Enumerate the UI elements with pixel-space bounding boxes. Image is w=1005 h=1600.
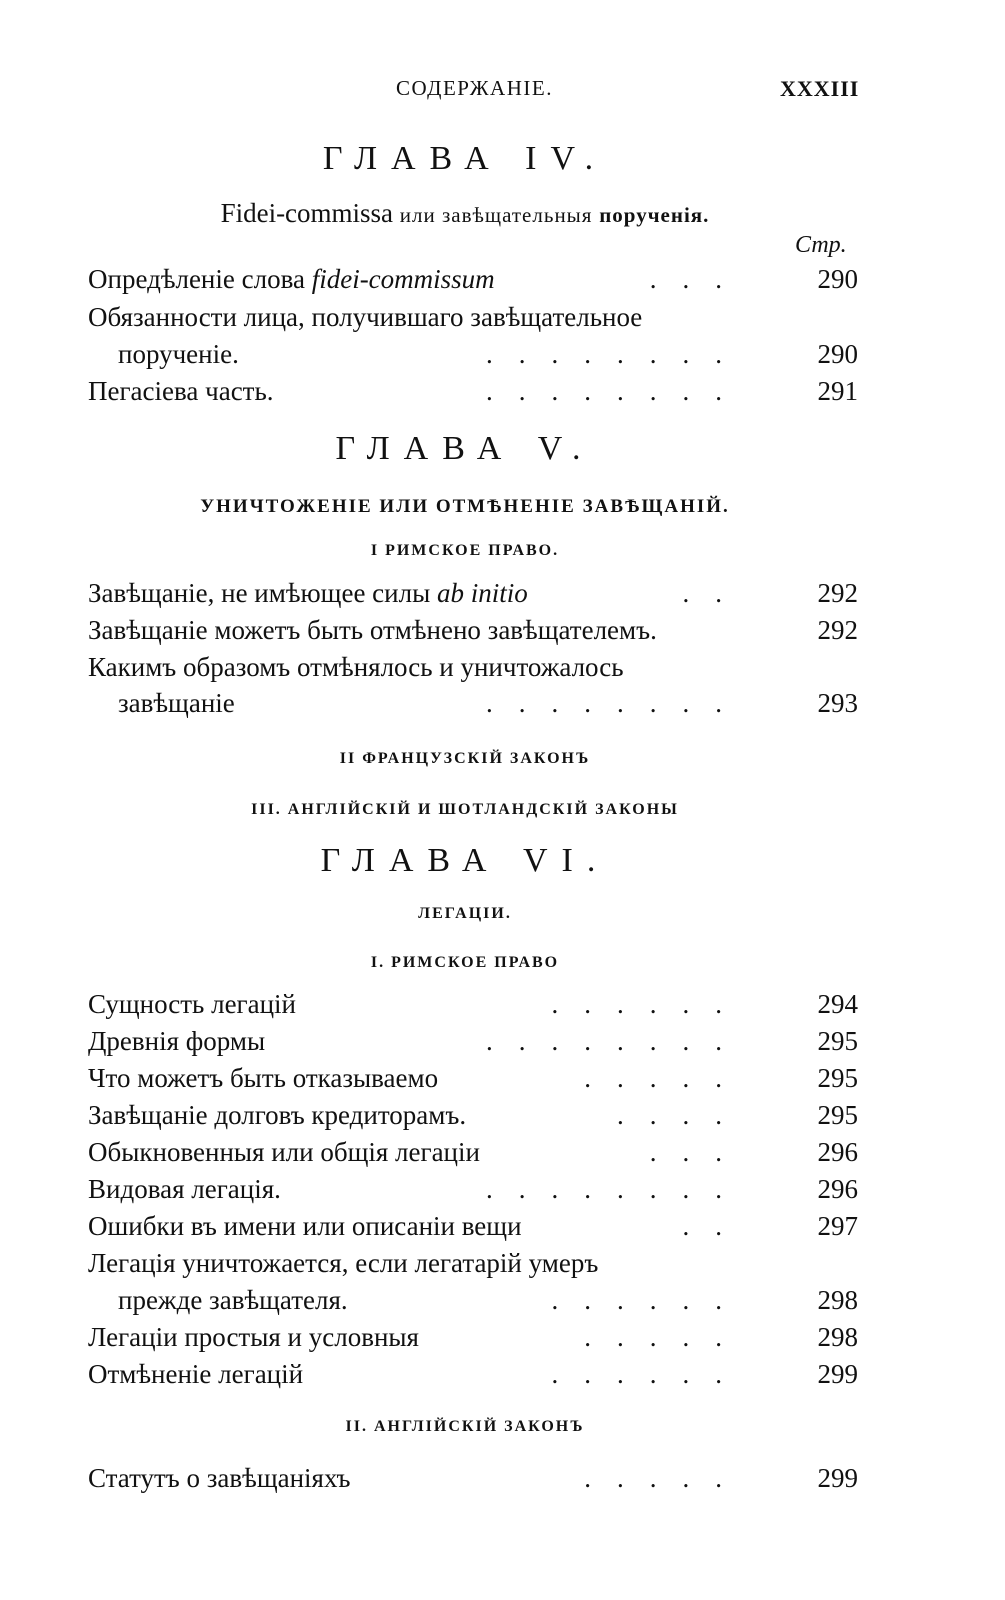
toc-entry [88, 1322, 858, 1356]
toc-entry-title: Статутъ о завѣщаніяхъ [88, 1463, 351, 1493]
toc-entry-page: 294 [817, 989, 858, 1019]
toc-entry [88, 578, 858, 612]
leader-dots: ..... [584, 1463, 748, 1493]
leader-dots: ........ [486, 376, 748, 406]
toc-entry-title-italic: ab initio [436, 578, 528, 608]
toc-entry-title: Опредѣленіе слова fidei-commissum [88, 264, 495, 294]
leader-dots: ..... [584, 1322, 748, 1352]
toc-entry-page: 293 [817, 688, 858, 718]
toc-entry [88, 989, 858, 1023]
chapter-5-subtitle: УНИЧТОЖЕНІЕ ИЛИ ОТМѢНЕНІЕ ЗАВѢЩАНІЙ. [200, 496, 730, 517]
toc-entry-title: Древнія формы [88, 1026, 266, 1056]
chapter-4-heading: ГЛАВА IV. [322, 140, 608, 177]
toc-entry-page: 292 [817, 578, 858, 608]
toc-entry [88, 615, 858, 649]
toc-entry-page: 295 [817, 1026, 858, 1056]
toc-entry-page: 296 [817, 1137, 858, 1167]
page-number: XXXIII [780, 76, 860, 101]
chapter-6-heading: ГЛАВА VI. [320, 842, 610, 879]
leader-dots: ........ [486, 339, 748, 369]
toc-entry-title-line1: Обязанности лица, получившаго завѣщательное [88, 302, 643, 332]
toc-entry-page: 299 [817, 1463, 858, 1493]
toc-entry-page: 290 [817, 264, 858, 294]
section-heading: II ФРАНЦУЗСКІЙ ЗАКОНЪ [339, 750, 591, 767]
chapter-5-heading: ГЛАВА V. [335, 430, 595, 467]
toc-entry-page: 295 [817, 1100, 858, 1130]
toc-entry-title-line2: прежде завѣщателя. [118, 1285, 348, 1315]
leader-dots: .. [682, 578, 748, 608]
section-heading: I. РИМСКОЕ ПРАВО [370, 954, 560, 971]
toc-entry [88, 1026, 858, 1060]
toc-entry [88, 1211, 858, 1245]
leader-dots: ...... [551, 1359, 748, 1389]
toc-entry-title-line2: порученіе. [118, 339, 239, 369]
leader-dots: ... [649, 1137, 748, 1167]
toc-entry [88, 1463, 858, 1497]
chapter-4-subtitle-bold: порученія. [599, 203, 710, 227]
toc-entry [88, 264, 858, 298]
toc-entry-title: Обыкновенныя или общія легаціи [88, 1137, 480, 1167]
toc-entry-page: 298 [817, 1285, 858, 1315]
toc-entry-title-italic: fidei-commissum [311, 264, 495, 294]
page-column-label: Стр. [795, 232, 847, 258]
toc-entry-title: Отмѣненіе легацій [88, 1359, 304, 1389]
toc-entry [88, 376, 858, 410]
leader-dots: ... [649, 264, 748, 294]
toc-entry-page: 297 [817, 1211, 858, 1241]
toc-entry-title-line2: завѣщаніе [118, 688, 235, 718]
toc-entry [88, 1359, 858, 1393]
section-heading: III. АНГЛІЙСКІЙ И ШОТЛАНДСКІЙ ЗАКОНЫ [251, 801, 679, 818]
toc-entry-title: Завѣщаніе, не имѣющее силы ab initio [88, 578, 528, 608]
section-heading: I РИМСКОЕ ПРАВО. [370, 542, 560, 559]
toc-entry-title: Легаціи простыя и условныя [88, 1322, 419, 1352]
chapter-6-subtitle: ЛЕГАЦІИ. [418, 905, 512, 922]
toc-entry [88, 1137, 858, 1171]
running-header-title: СОДЕРЖАНІЕ. [396, 76, 553, 100]
toc-entry-title: Ошибки въ имени или описаніи вещи [88, 1211, 522, 1241]
leader-dots: ........ [486, 1174, 748, 1204]
section-heading: II. АНГЛІЙСКІЙ ЗАКОНЪ [345, 1418, 585, 1435]
toc-entry-page: 299 [817, 1359, 858, 1389]
toc-entry-page: 295 [817, 1063, 858, 1093]
toc-entry-title: Сущность легацій [88, 989, 297, 1019]
toc-entry-page: 292 [817, 615, 858, 645]
toc-entry-title: Пегасіева часть. [88, 376, 274, 406]
toc-entry-title: Завѣщаніе долговъ кредиторамъ. [88, 1100, 467, 1130]
toc-entry-title: Что можетъ быть отказываемо [88, 1063, 439, 1093]
toc-entry [88, 1174, 858, 1208]
leader-dots: ........ [486, 1026, 748, 1056]
leader-dots: .. [682, 1211, 748, 1241]
toc-entry-page: 298 [817, 1322, 858, 1352]
leader-dots: .... [617, 1100, 748, 1130]
toc-entry-title-line1: Легація уничтожается, если легатарій умеръ [88, 1248, 599, 1278]
toc-entry-page: 296 [817, 1174, 858, 1204]
chapter-4-subtitle-caps: или завѣщательныя [399, 203, 593, 227]
leader-dots: ...... [551, 1285, 748, 1315]
chapter-4-subtitle [0, 198, 930, 229]
toc-entry-page: 291 [817, 376, 858, 406]
chapter-4-subtitle-latin: Fidei-commissa [220, 198, 394, 228]
toc-entry [88, 1100, 858, 1134]
toc-entry [88, 688, 858, 722]
toc-entry [88, 339, 858, 373]
toc-entry-title: Завѣщаніе можетъ быть отмѣнено завѣщателемъ. [88, 615, 657, 645]
toc-entry [88, 1285, 858, 1319]
leader-dots: ...... [551, 989, 748, 1019]
toc-entry-title: Видовая легація. [88, 1174, 281, 1204]
toc-entry-page: 290 [817, 339, 858, 369]
leader-dots: ........ [486, 688, 748, 718]
leader-dots: ..... [584, 1063, 748, 1093]
running-header [0, 76, 1005, 106]
toc-entry [88, 1063, 858, 1097]
toc-entry-title-line1: Какимъ образомъ отмѣнялось и уничтожалось [88, 652, 624, 682]
